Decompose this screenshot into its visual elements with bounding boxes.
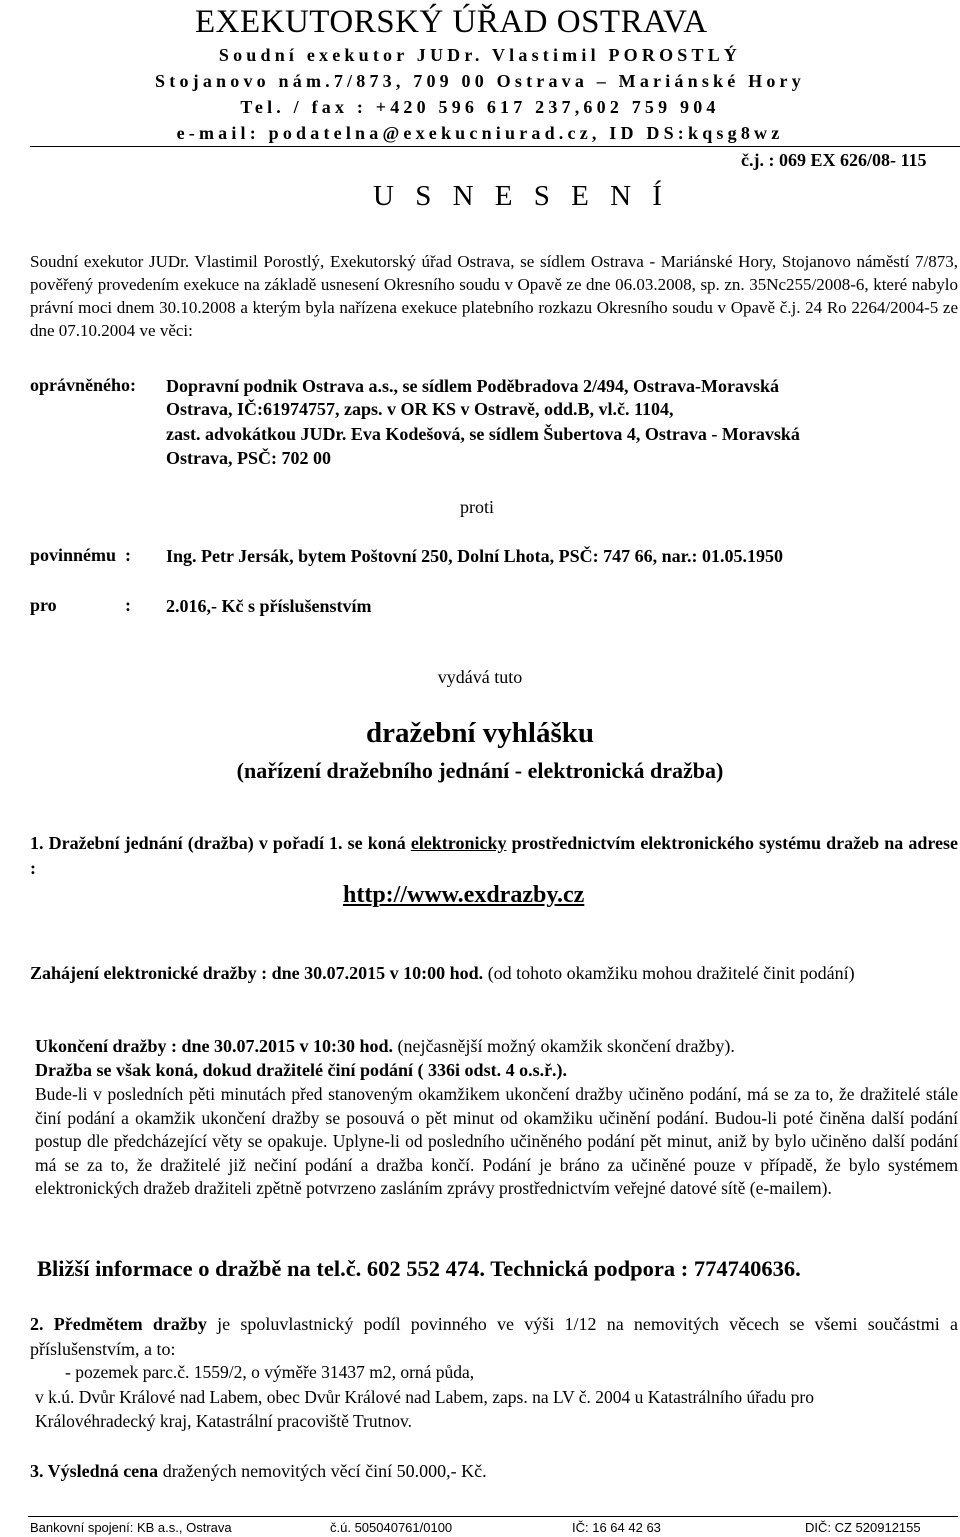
executor-name: Soudní exekutor JUDr. Vlastimil POROSTLÝ [218,45,742,65]
header-divider [30,146,960,147]
office-name: EXEKUTORSKÝ ÚŘAD OSTRAVA [195,4,708,40]
auction-continuation: Dražba se však koná, dokud dražitelé činí podání ( 336i odst. 4 o.s.ř.). [35,1060,568,1080]
creditor-colon: : [130,375,136,395]
auction-end: Ukončení dražby : dne 30.07.2015 v 10:30 hod. (nejčasnější možný okamžik skončení dražby). [35,1036,735,1056]
claim-label: pro [30,595,57,615]
auction-rules: Bude-li v posledních pěti minutách před stanoveným okamžikem ukončení dražby učiněno podání, má se za to, že dražitelé stále činí podání a okamžik ukončení dražby se posouvá o pět minut od okamžiku učinění podání. Budou-li poté činěna další podání postup dle předcházející věty se opakuje. Uplyne-li od posledního učiněného podání pět minut, aniž by bylo učiněno další podání má se za to, že dražitelé již nečiní podání a dražba končí. Podání je bráno za učiněné pouze v případě, že bylo systémem elektronických dražeb dražiteli zpětně potvrzeno zasláním zprávy prostřednictvím veřejné datové sítě (e-mailem). [35,1084,958,1198]
auction-start: Zahájení elektronické dražby : dne 30.07.2015 v 10:00 hod. (od tohoto okamžiku mohou dražitelé činit podání) [30,963,855,983]
office-address: Stojanovo nám.7/873, 709 00 Ostrava – Mariánské Hory [155,71,805,91]
footer-account: č.ú. 505040761/0100 [330,1520,453,1535]
footer-ico: IČ: 16 64 42 63 [572,1520,661,1535]
claim-value: 2.016,- Kč s příslušenstvím [166,596,372,616]
debtor-label: povinnému [30,545,117,565]
resolution-title: U S N E S E N Í [373,180,669,212]
section-3-price: 3. Výsledná cena dražených nemovitých věcí činí 50.000,- Kč. [30,1461,487,1481]
case-number: č.j. : 069 EX 626/08- 115 [741,150,927,170]
creditor-line: zast. advokátkou JUDr. Eva Kodešová, se sídlem Šubertova 4, Ostrava - Moravská [166,424,800,444]
contact-info: Bližší informace o dražbě na tel.č. 602 552 474. Technická podpora : 774740636. [37,1256,801,1281]
auction-url-link[interactable]: http://www.exdrazby.cz [343,882,585,908]
intro-paragraph: Soudní exekutor JUDr. Vlastimil Porostlý, Exekutorský úřad Ostrava, se sídlem Ostrava - Mariánské Hory, Stojanovo náměstí 7/873, pověřený provedením exekuce na základě usnesení Okresního soudu v Opavě ze dne 06.03.2008, sp. zn. 35Nc255/2008-6, které nabylo právní moci dnem 30.10.2008 a kterým byla nařízena exekuce platebního rozkazu Okresního soudu v Opavě č.j. 24 Ro 2264/2004-5 ze dne 07.10.2004 ve věci: [30,252,958,340]
footer-bank: Bankovní spojení: KB a.s., Ostrava [30,1520,232,1535]
office-email: e-mail: podatelna@exekucniurad.cz, ID DS:kqsg8wz [176,123,784,143]
creditor-line: Ostrava, IČ:61974757, zaps. v OR KS v Ostravě, odd.B, vl.č. 1104, [166,399,674,419]
issues-text: vydává tuto [437,667,523,687]
creditor-line: Ostrava, PSČ: 702 00 [166,448,331,468]
creditor-line: Dopravní podnik Ostrava a.s., se sídlem Poděbradova 2/494, Ostrava-Moravská [166,376,780,396]
auction-notice-subtitle: (nařízení dražebního jednání - elektronická dražba) [236,758,724,783]
debtor-value: Ing. Petr Jersák, bytem Poštovní 250, Dolní Lhota, PSČ: 747 66, nar.: 01.05.1950 [166,546,784,566]
claim-colon: : [125,595,131,615]
versus-text: proti [460,497,494,517]
property-item: - pozemek parc.č. 1559/2, o výměře 31437 m2, orná půda, [65,1362,475,1382]
auction-notice-title: dražební vyhlášku [365,717,595,749]
office-phone: Tel. / fax : +420 596 617 237,602 759 904 [240,97,720,117]
debtor-colon: : [125,545,131,565]
footer-dic: DIČ: CZ 520912155 [805,1520,921,1535]
property-location: v k.ú. Dvůr Králové nad Labem, obec Dvůr Králové nad Labem, zaps. na LV č. 2004 u Katastrálního úřadu pro Královéhradecký kraj, Katastrální pracoviště Trutnov. [35,1387,815,1431]
section-1-intro: 1. Dražební jednání (dražba) v pořadí 1. se koná elektronicky prostřednictvím elektronického systému dražeb na adrese : [30,833,958,878]
section-2-subject: 2. Předmětem dražby je spoluvlastnický podíl povinného ve výši 1/12 na nemovitých věcech se všemi součástmi a příslušenstvím, a to: [30,1314,958,1359]
creditor-label: oprávněného [30,375,131,395]
